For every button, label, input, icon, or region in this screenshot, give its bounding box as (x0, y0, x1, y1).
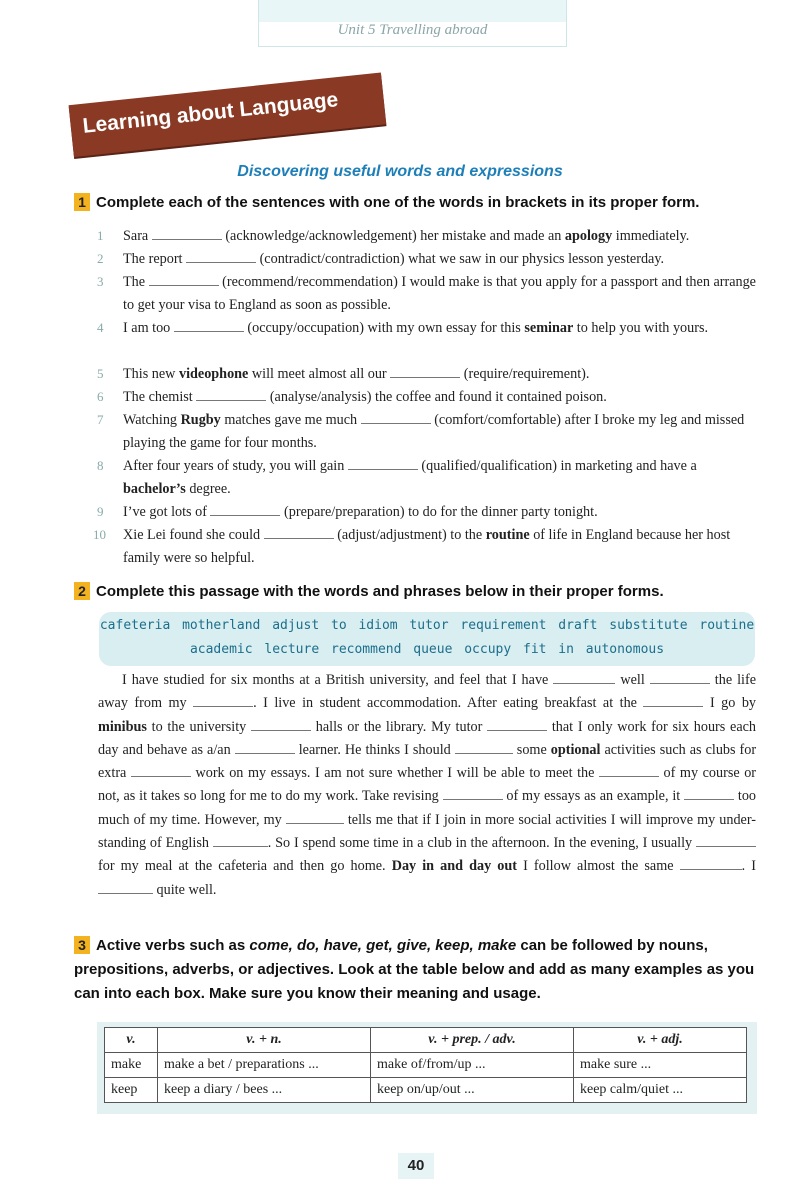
list-item: After four years of study, you will gain (qualified/qualification) in marketing and have a bachelor’s degree. (123, 458, 697, 497)
item-number: 5 (97, 366, 104, 381)
task1-number: 1 (74, 193, 90, 211)
item-number: 2 (97, 251, 104, 266)
page-number: 40 (398, 1153, 434, 1179)
list-item: The report (contradict/contradiction) what we saw in our physics lesson yesterday. (123, 251, 665, 267)
unit-title: Unit 5 Travelling abroad (337, 22, 488, 38)
unit-header (258, 0, 567, 47)
item-number: 9 (97, 504, 104, 519)
list-item: This new videophone will meet almost all our (require/requirement). (123, 366, 590, 382)
table-header: v. + adj. (574, 1028, 747, 1053)
list-item: The (recommend/recommendation) I would make is that you apply for a passport and then arrange to get your visa to England as soon as possible. (123, 274, 756, 313)
list-item: Sara (acknowledge/acknowledgement) her mistake and made an apology immediately. (123, 228, 690, 244)
list-item: I’ve got lots of (prepare/preparation) to do for the dinner party tonight. (123, 504, 598, 520)
table-header: v. (105, 1028, 158, 1053)
table-header-row (105, 1028, 747, 1053)
list-item: Xie Lei found she could (adjust/adjustment) to the routine of life in England because her host family were so helpful. (123, 527, 731, 566)
task2-instruction (74, 580, 764, 604)
list-item: I am too (occupy/occupation) with my own essay for this seminar to help you with yours. (123, 320, 709, 336)
word-bank-line: academic lecture recommend queue occupy fit in autonomous (189, 642, 665, 657)
section-banner (69, 72, 387, 157)
word-bank-line: cafeteria motherland adjust to idiom tutor requirement draft substitute routine (99, 618, 755, 633)
item-number: 3 (97, 274, 104, 289)
table-cell: make (105, 1053, 158, 1078)
table-cell: make a bet / preparations ... (158, 1053, 371, 1078)
table-cell: keep (105, 1078, 158, 1103)
item-number: 6 (97, 389, 104, 404)
table-row (105, 1053, 747, 1078)
word-bank (99, 612, 755, 666)
table-row (105, 1078, 747, 1103)
item-number: 8 (97, 458, 104, 473)
task3-number: 3 (74, 936, 90, 954)
task1-text: Complete each of the sentences with one of the words in brackets in its proper form. (96, 194, 700, 211)
list-item: The chemist (analyse/analysis) the coffee and found it contained poison. (123, 389, 607, 405)
task2-text: Complete this passage with the words and phrases below in their proper forms. (96, 583, 664, 600)
banner-title: Learning about Language (81, 88, 340, 138)
table-header: v. + n. (158, 1028, 371, 1053)
table-cell: keep calm/quiet ... (574, 1078, 747, 1103)
table-cell: keep on/up/out ... (371, 1078, 574, 1103)
table-cell: make of/from/up ... (371, 1053, 574, 1078)
table-cell: make sure ... (574, 1053, 747, 1078)
task3-instruction: 3 Active verbs such as come, do, have, get, give, keep, make can be followed by nouns, prepositions, adverbs, or adjectives. Look at the table below and add as many examples as you can into each box. Make sure you know their meaning and usage. (74, 937, 755, 1002)
task2-number: 2 (74, 582, 90, 600)
task1-instruction (74, 191, 764, 215)
verb-table (104, 1027, 747, 1103)
subheading: Discovering useful words and expressions (237, 163, 563, 180)
passage: I have studied for six months at a British university, and feel that I have well the life away from my . I live in student accommodation. After eating breakfast at the I go by minibus to the university halls or the library. My tutor that I only work for six hours each day and behave as a/an learner. He thinks I should some optional activities such as clubs for extra work on my essays. I am not sure whether I will be able to meet the of my course or not, as it takes so long for me to do my work. Take revising of my essays as an example, it too much of my time. However, my tells me that if I join in more social activities I will improve my under-standing of English . So I spend some time in a club in the afternoon. In the evening, I usually for my meal at the cafeteria and then go home. Day in and day out I follow almost the same . I quite well. (98, 672, 757, 898)
item-number: 7 (97, 412, 104, 427)
item-number: 10 (93, 527, 106, 542)
item-number: 1 (97, 228, 104, 243)
table-cell: keep a diary / bees ... (158, 1078, 371, 1103)
table-header: v. + prep. / adv. (371, 1028, 574, 1053)
list-item: Watching Rugby matches gave me much (comfort/comfortable) after I broke my leg and missed playing the game for four months. (123, 412, 745, 451)
item-number: 4 (97, 320, 104, 335)
